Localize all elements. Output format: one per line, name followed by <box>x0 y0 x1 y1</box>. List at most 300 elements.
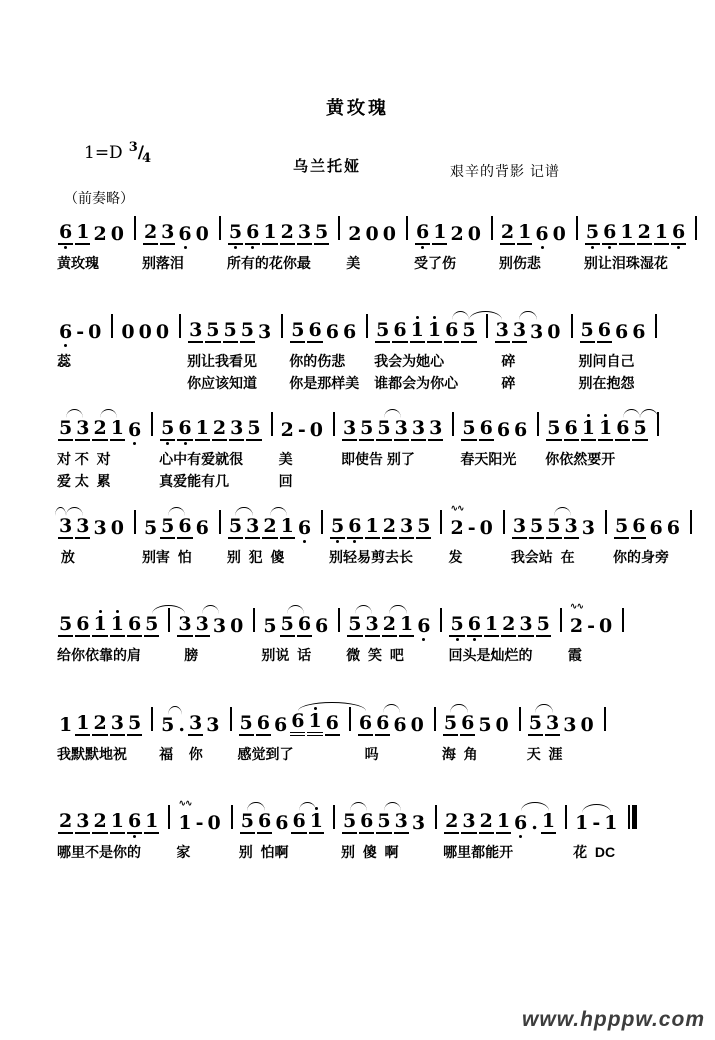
barline <box>433 805 437 834</box>
note-digit: 3 <box>161 221 175 243</box>
note <box>110 806 125 839</box>
note-digit: 6 <box>514 812 528 834</box>
barline <box>149 707 153 736</box>
note-digit: 5 <box>450 613 464 635</box>
measure <box>55 805 174 839</box>
note-digit: 3 <box>564 515 578 537</box>
note <box>195 219 210 250</box>
low-octave-dot <box>501 344 504 347</box>
low-octave-dot <box>286 246 289 249</box>
barline <box>438 608 442 637</box>
note-digit: 3 <box>93 517 107 539</box>
barline <box>404 216 408 245</box>
lyric <box>55 370 117 392</box>
low-octave-dot <box>371 540 374 543</box>
low-octave-dot <box>81 442 84 445</box>
low-octave-dot <box>116 638 119 641</box>
note <box>245 511 260 544</box>
note <box>307 706 322 741</box>
note <box>467 609 482 642</box>
note <box>120 317 135 348</box>
note <box>92 806 107 839</box>
low-octave-dot <box>383 442 386 445</box>
measure <box>140 510 225 544</box>
note <box>342 317 357 348</box>
note <box>666 513 681 544</box>
note <box>307 315 322 348</box>
note-digit: 3 <box>495 319 509 341</box>
lyric: 福 你 <box>159 746 203 762</box>
note <box>546 511 561 544</box>
note <box>347 511 362 544</box>
lyric: 黄玫瑰 <box>57 255 99 271</box>
low-octave-dot <box>184 638 187 641</box>
note-digit: 3 <box>342 417 357 439</box>
low-octave-dot <box>570 442 573 445</box>
low-octave-dot <box>353 638 356 641</box>
note-digit: 6 <box>358 712 373 734</box>
note-digit: 1 <box>280 515 294 537</box>
low-octave-dot <box>348 442 351 445</box>
note-digit: - <box>195 812 204 834</box>
low-octave-dot <box>150 835 153 838</box>
note <box>382 219 397 250</box>
note-digit: 5 <box>145 613 159 635</box>
note-digit: 3 <box>189 712 203 734</box>
low-octave-dot <box>388 638 391 641</box>
barline <box>602 707 606 736</box>
note-digit: 2 <box>500 221 515 243</box>
note-digit: 0 <box>138 321 152 343</box>
low-octave-dot <box>535 344 538 347</box>
note-digit: 1 <box>110 810 124 832</box>
note <box>541 806 556 839</box>
notes-row <box>55 412 663 446</box>
low-octave-dot <box>587 540 590 543</box>
note <box>246 413 261 446</box>
measure <box>577 314 662 348</box>
low-octave-dot <box>184 835 187 838</box>
note-digit: 3 <box>394 810 408 832</box>
note-digit: 5 <box>377 417 391 439</box>
measure <box>237 805 339 839</box>
note <box>207 808 222 839</box>
low-octave-dot <box>99 246 102 249</box>
note-digit: 5 <box>348 613 362 635</box>
note <box>347 609 362 642</box>
note-digit: 5 <box>161 515 175 537</box>
low-octave-dot <box>506 246 509 249</box>
note-digit: 0 <box>410 714 424 736</box>
note <box>58 710 73 741</box>
note-digit: 2 <box>143 221 158 243</box>
lyric <box>117 348 185 370</box>
low-octave-dot <box>568 737 571 740</box>
low-octave-dot <box>502 442 505 445</box>
barline <box>517 707 521 736</box>
low-octave-dot <box>149 246 152 249</box>
note-digit: 5 <box>143 517 158 539</box>
measure <box>543 412 662 446</box>
low-octave-dot <box>81 835 84 838</box>
watermark-url: www.hpppw.com <box>522 1008 705 1031</box>
note-digit: 1 <box>575 812 589 834</box>
note <box>195 808 205 839</box>
note-digit: 6 <box>342 321 357 343</box>
note <box>394 806 409 839</box>
note-digit: 5 <box>530 515 544 537</box>
note-digit: 0 <box>495 714 509 736</box>
barline <box>489 216 493 245</box>
barline <box>251 608 255 637</box>
note-digit: 6 <box>348 515 362 537</box>
note <box>110 708 125 741</box>
note <box>546 317 561 348</box>
low-octave-dot <box>609 835 612 838</box>
low-octave-dot <box>99 638 102 641</box>
note <box>461 806 476 839</box>
note <box>467 219 482 250</box>
low-octave-dot <box>218 638 221 641</box>
note <box>392 315 407 348</box>
lyric: 家 <box>176 844 191 860</box>
note-digit: 5 <box>585 221 600 243</box>
note-digit: 6 <box>292 810 306 832</box>
low-octave-dot <box>433 344 436 347</box>
note-digit: 6 <box>461 712 475 734</box>
lyric: 你是那样美 <box>289 375 360 391</box>
low-octave-dot <box>637 540 640 543</box>
low-octave-dot <box>473 638 476 641</box>
note <box>375 708 390 741</box>
note-digit: 1 <box>110 613 124 635</box>
note <box>75 317 85 348</box>
low-octave-dot <box>303 638 306 641</box>
score-line <box>55 798 665 861</box>
note <box>110 513 125 544</box>
note <box>195 609 210 642</box>
low-octave-dot <box>643 246 646 249</box>
note-digit: 2 <box>382 613 396 635</box>
measure <box>458 412 543 446</box>
note <box>212 413 227 446</box>
low-octave-dot <box>421 246 424 249</box>
low-octave-dot <box>116 442 119 445</box>
low-octave-dot <box>483 737 486 740</box>
note-digit: 3 <box>462 810 476 832</box>
barline <box>450 412 454 441</box>
note-digit: 1 <box>365 515 379 537</box>
note <box>375 315 390 348</box>
note-digit: 3 <box>512 515 527 537</box>
low-octave-dot <box>518 344 521 347</box>
note <box>581 413 596 446</box>
mordent-ornament: ∿∿ <box>569 601 584 611</box>
lyric: 我默默地祝 <box>57 746 127 762</box>
lyric: 你依然要开 <box>545 451 616 467</box>
note <box>144 609 159 642</box>
note-digit: 2 <box>502 613 516 635</box>
note <box>110 609 125 642</box>
note-digit: 0 <box>121 321 135 343</box>
note-digit: 1 <box>263 221 277 243</box>
note <box>188 315 203 348</box>
low-octave-dot <box>416 737 419 740</box>
low-octave-dot <box>194 737 197 740</box>
low-octave-dot <box>280 835 283 838</box>
lyric: 别让我看见 <box>187 353 258 369</box>
note <box>58 217 73 250</box>
score-line <box>55 314 665 392</box>
note-digit: 0 <box>598 615 613 637</box>
note-digit: 3 <box>394 417 408 439</box>
lyric: 蕊 <box>57 353 71 369</box>
low-octave-dot <box>246 835 249 838</box>
low-octave-dot <box>303 540 306 543</box>
note <box>212 611 227 642</box>
low-octave-dot <box>262 737 265 740</box>
note-digit: 6 <box>393 319 407 341</box>
low-octave-dot <box>133 835 136 838</box>
note-digit: 0 <box>467 223 481 245</box>
low-octave-dot <box>542 638 545 641</box>
low-octave-dot <box>547 835 550 838</box>
note-digit: 3 <box>563 714 577 736</box>
low-octave-dot <box>570 540 573 543</box>
low-octave-dot <box>336 540 339 543</box>
low-octave-dot <box>314 737 317 740</box>
low-octave-dot <box>485 835 488 838</box>
lyrics-row <box>55 446 663 468</box>
note-digit: 6 <box>632 515 646 537</box>
note <box>580 315 595 348</box>
measure <box>55 706 157 741</box>
low-octave-dot <box>533 835 536 838</box>
low-octave-dot <box>519 835 522 838</box>
note <box>245 217 260 250</box>
lyric <box>458 468 543 490</box>
low-octave-dot <box>211 737 214 740</box>
measure <box>566 601 628 642</box>
score-system <box>55 798 641 861</box>
lyric: 海 角 <box>441 746 478 762</box>
note <box>205 710 220 741</box>
note <box>564 511 579 544</box>
lyrics-row <box>55 250 701 272</box>
barline <box>166 805 170 834</box>
low-octave-dot <box>625 246 628 249</box>
note <box>591 808 601 839</box>
note-digit: 5 <box>443 712 458 734</box>
score-system <box>55 706 610 763</box>
low-octave-dot <box>456 246 459 249</box>
note-digit: 3 <box>519 613 533 635</box>
note <box>143 217 158 250</box>
note <box>564 413 579 446</box>
note <box>517 217 532 250</box>
note-digit: 5 <box>206 319 220 341</box>
lyrics-row <box>55 544 696 566</box>
score-system <box>55 216 701 272</box>
note-digit: 5 <box>223 319 237 341</box>
time-signature <box>129 140 151 166</box>
measure <box>236 706 355 741</box>
note <box>467 513 477 544</box>
low-octave-dot <box>296 737 299 740</box>
measure <box>372 314 491 348</box>
notes-row <box>55 314 661 348</box>
note-digit: 1 <box>307 711 322 736</box>
prelude-note: （前奏略） <box>64 190 134 206</box>
note <box>127 708 142 741</box>
note-digit: 5 <box>247 417 261 439</box>
note <box>127 806 142 839</box>
note-digit: 6 <box>315 615 329 637</box>
mordent-ornament: ∿∿ <box>178 798 192 808</box>
low-octave-dot <box>485 540 488 543</box>
low-octave-dot <box>64 442 67 445</box>
measure <box>225 216 344 250</box>
barline <box>109 314 113 343</box>
note <box>529 511 544 544</box>
note-digit: 5 <box>161 417 175 439</box>
note <box>160 710 175 741</box>
note <box>376 413 391 446</box>
barline <box>603 510 607 539</box>
note-digit: 6 <box>393 714 407 736</box>
note-digit: 3 <box>411 417 426 439</box>
note <box>195 513 210 544</box>
low-octave-dot <box>400 442 403 445</box>
low-octave-dot <box>133 638 136 641</box>
measure <box>287 314 372 348</box>
note <box>545 708 560 741</box>
note-digit: . <box>531 812 538 834</box>
lyric: 吗 <box>356 746 379 762</box>
note-digit: 1 <box>399 613 414 635</box>
low-octave-dot <box>405 638 408 641</box>
note <box>188 708 203 741</box>
note <box>586 611 596 642</box>
note-digit: 3 <box>258 321 272 343</box>
low-octave-dot <box>64 638 67 641</box>
low-octave-dot <box>400 835 403 838</box>
note <box>92 609 107 642</box>
barline <box>563 805 567 834</box>
note-digit: 6 <box>376 712 390 734</box>
lyric: 别 犯 傻 <box>226 549 285 565</box>
barline <box>569 314 573 343</box>
notes-row <box>55 601 628 642</box>
note <box>257 806 272 839</box>
note <box>257 317 272 348</box>
note <box>144 806 159 839</box>
note <box>598 413 613 446</box>
low-octave-dot <box>201 540 204 543</box>
note-digit: 3 <box>189 319 203 341</box>
note <box>297 513 312 544</box>
note-digit: 3 <box>59 515 73 537</box>
low-octave-dot <box>552 344 555 347</box>
lyric: 别 傻 啊 <box>340 844 399 860</box>
lyric: 别轻易剪去长 <box>329 549 414 565</box>
note-digit: 3 <box>230 417 244 439</box>
note-digit: 5 <box>614 515 629 537</box>
note-digit: 6 <box>127 613 142 635</box>
note-digit: 5 <box>59 417 73 439</box>
note-digit: 6 <box>297 517 312 539</box>
low-octave-dot <box>604 638 607 641</box>
note-digit: 3 <box>546 712 560 734</box>
lyrics-row <box>55 741 610 763</box>
note <box>223 315 238 348</box>
low-octave-dot <box>286 442 289 445</box>
note <box>229 413 244 446</box>
note-digit: 1 <box>145 810 159 832</box>
measure <box>327 510 446 544</box>
low-octave-dot <box>467 344 470 347</box>
low-octave-dot <box>575 638 578 641</box>
note <box>342 413 357 446</box>
note <box>449 609 464 642</box>
note-digit: 0 <box>309 419 323 441</box>
note <box>75 511 90 544</box>
note <box>87 317 102 348</box>
lyric: 发 <box>448 549 463 565</box>
low-octave-dot <box>417 442 420 445</box>
barline <box>217 510 221 539</box>
note <box>75 609 90 642</box>
note <box>392 710 407 741</box>
note-digit: 5 <box>291 319 305 341</box>
notes-row <box>55 503 696 544</box>
note <box>160 511 175 544</box>
barline <box>574 216 578 245</box>
note-digit: 3 <box>399 515 414 537</box>
low-octave-dot <box>286 540 289 543</box>
note-digit: 5 <box>528 712 543 734</box>
lyric: 你的身旁 <box>612 549 669 565</box>
low-octave-dot <box>677 246 680 249</box>
note <box>58 317 73 348</box>
low-octave-dot <box>64 540 67 543</box>
lyric: 爱 太 累 <box>57 473 111 489</box>
low-octave-dot <box>314 344 317 347</box>
note-digit: 6 <box>360 810 374 832</box>
note-digit: 5 <box>462 319 476 341</box>
lyric: 心中有爱就很 <box>159 451 244 467</box>
note <box>365 511 380 544</box>
note-digit: 6 <box>672 221 686 243</box>
note <box>460 708 475 741</box>
note-digit: 6 <box>258 810 272 832</box>
measure <box>55 314 117 348</box>
note <box>75 217 90 250</box>
note-digit: 5 <box>240 810 254 832</box>
note-digit: 6 <box>325 712 339 734</box>
note-digit: 6 <box>666 517 680 539</box>
measure <box>582 216 701 250</box>
note <box>529 317 544 348</box>
low-octave-dot <box>251 246 254 249</box>
low-octave-dot <box>213 835 216 838</box>
barline <box>501 510 505 539</box>
note <box>513 808 528 839</box>
measure <box>55 608 174 642</box>
lyric: 回头是灿烂的 <box>448 647 533 663</box>
note <box>309 806 324 839</box>
low-octave-dot <box>99 442 102 445</box>
